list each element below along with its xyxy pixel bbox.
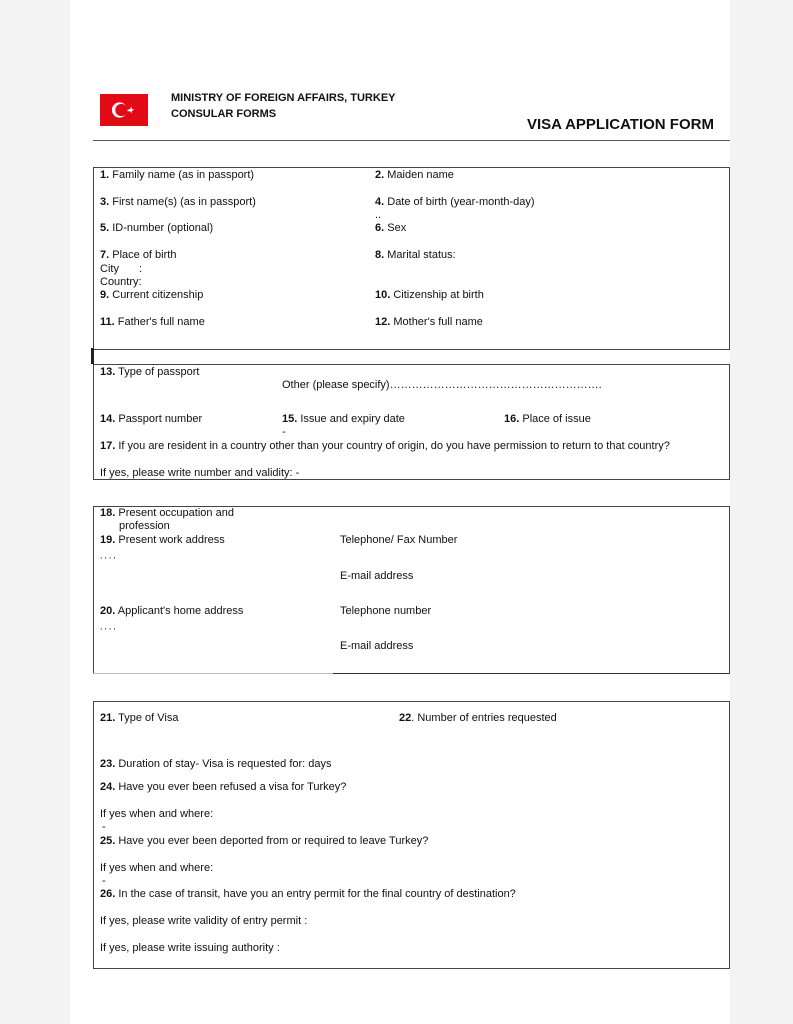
turkey-flag-icon xyxy=(100,94,148,126)
field-9-current-citizenship: 9. Current citizenship xyxy=(100,289,204,301)
field-1-family-name: 1. Family name (as in passport) xyxy=(100,169,255,181)
field-4-value: .. xyxy=(375,209,382,221)
field-10-citizenship-at-birth: 10. Citizenship at birth xyxy=(375,289,484,301)
field-7-place-of-birth: 7. Place of birth xyxy=(100,249,177,261)
field-25-if-yes: If yes when and where: xyxy=(100,862,214,874)
field-22-number-of-entries: 22. Number of entries requested xyxy=(399,712,557,724)
field-26-transit-permit: 26. In the case of transit, have you an entry permit for the final country of destination? xyxy=(100,888,516,900)
city-label: City xyxy=(100,263,119,275)
field-20-value: , , , , xyxy=(100,622,116,631)
field-23-duration-of-stay: 23. Duration of stay- Visa is requested for: days xyxy=(100,758,332,770)
field-25-deported: 25. Have you ever been deported from or required to leave Turkey? xyxy=(100,835,429,847)
field-19-work-address: 19. Present work address xyxy=(100,534,225,546)
field-14-passport-number: 14. Passport number xyxy=(100,413,203,425)
country-label: Country: xyxy=(100,276,142,288)
field-20-home-address: 20. Applicant's home address xyxy=(100,605,244,617)
field-24-if-yes: If yes when and where: xyxy=(100,808,214,820)
field-24-visa-refused: 24. Have you ever been refused a visa for Turkey? xyxy=(100,781,347,793)
field-15-issue-expiry: 15. Issue and expiry date xyxy=(282,413,405,425)
contact-bottom-dark xyxy=(333,673,730,674)
work-email-label: E-mail address xyxy=(340,570,414,582)
consular-heading: CONSULAR FORMS xyxy=(171,108,277,120)
field-8-marital-status: 8. Marital status: xyxy=(375,249,456,261)
ministry-heading: MINISTRY OF FOREIGN AFFAIRS, TURKEY xyxy=(171,92,396,104)
field-21-visa-type: 21. Type of Visa xyxy=(100,712,179,724)
field-26-issuing-authority: If yes, please write issuing authority : xyxy=(100,942,280,954)
field-3-first-names: 3. First name(s) (as in passport) xyxy=(100,196,256,208)
city-colon: : xyxy=(139,263,143,275)
home-email-label: E-mail address xyxy=(340,640,414,652)
section-marker xyxy=(91,348,94,364)
field-13-passport-type: 13. Type of passport xyxy=(100,366,200,378)
field-12-mothers-name: 12. Mother's full name xyxy=(375,316,483,328)
field-17-if-yes: If yes, please write number and validity: - xyxy=(100,467,300,479)
field-24-value: - xyxy=(102,821,106,833)
field-11-fathers-name: 11. Father's full name xyxy=(100,316,205,328)
field-26-validity: If yes, please write validity of entry permit : xyxy=(100,915,308,927)
field-18-continued: profession xyxy=(119,520,170,532)
field-25-value: - xyxy=(102,875,106,887)
header-divider xyxy=(93,140,730,141)
field-16-place-of-issue: 16. Place of issue xyxy=(504,413,591,425)
field-2-maiden-name: 2. Maiden name xyxy=(375,169,454,181)
home-telephone-label: Telephone number xyxy=(340,605,432,617)
field-15-value: - xyxy=(282,426,286,438)
field-17-residence-question: 17. If you are resident in a country other than your country of origin, do you have permission to return to that country? xyxy=(100,440,670,452)
field-6-sex: 6. Sex xyxy=(375,222,407,234)
contact-bottom-light xyxy=(93,673,333,674)
field-4-date-of-birth: 4. Date of birth (year-month-day) xyxy=(375,196,535,208)
work-telephone-fax-label: Telephone/ Fax Number xyxy=(340,534,458,546)
field-18-occupation: 18. Present occupation and xyxy=(100,507,234,519)
passport-other-specify: Other (please specify)…………………………………………………. xyxy=(282,379,602,391)
field-19-value: , , , , xyxy=(100,551,116,560)
field-5-id-number: 5. ID-number (optional) xyxy=(100,222,214,234)
form-title: VISA APPLICATION FORM xyxy=(527,116,714,133)
